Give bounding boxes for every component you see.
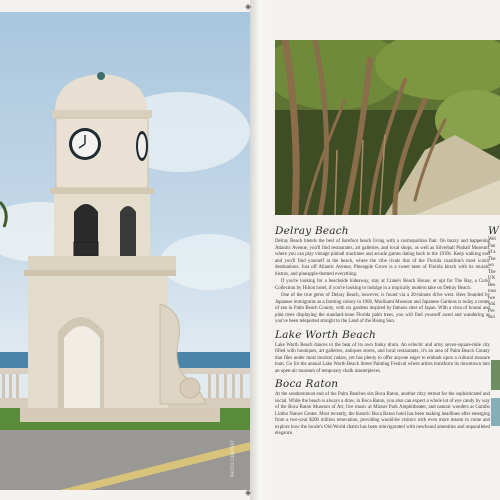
paragraph: At the southernmost end of the Palm Beaches sits Boca Raton, another ritzy retreat for the sophisticated and social. While the beach is always a draw, in Boca Raton, you also can expect a whole lot of eye candy by way of the Boca Raton Museum of Art, live music at Mizner Park Amphitheater, and natural wonders at Gumbo Limbo Nature Center. Most recently, the historic Boca Raton hotel has been making headlines after emerging from a two-year $200 million renovation, providing would-be visitors with even more reason to come and explore how the locale's Old-World charm has been reinvigorated with newfound amenities and unparalleled elegance. <box>275 392 490 436</box>
crop-mark-top: ◈ <box>245 2 252 11</box>
next-column-line: of a <box>488 250 496 255</box>
thumbnail-photo <box>491 360 500 390</box>
next-column-line: The <box>488 256 496 262</box>
section-heading: Boca Raton <box>275 378 339 390</box>
banyan-tree-illustration <box>275 40 500 215</box>
paragraph: If you're looking for a beachside hideaway, stay at Crane's Beach House, or opt for The Ray, a Curio Collection by Hilton hotel, if you're looking to indulge in a tropically modern take on Delray Beach. <box>275 279 490 291</box>
next-column-line: Wel <box>488 237 496 242</box>
paragraph: One of the true gems of Delray Beach, however, is found via a 20-minute drive west. Here founded by Japanese immigrants as a farming colony in 1906, Morikami Museum and Japanese Gardens is today a center of zen in Palm Beach County, with six gardens inspired by famous sites of Japan. With a vista of bonsai and pine trees displaying the standard-issue Florida palm trees, you will find yourself awed and wandering as you've been teleported straight to the Land of the Rising Sun. <box>275 293 490 324</box>
section-delray-beach <box>275 225 490 326</box>
next-column-line: sun <box>488 315 495 320</box>
paragraph: Delray Beach blends the best of barefoot beach living with a cosmopolitan flair. On buzzy and happening Atlantic Avenue, you'll find restaurants, art galleries, and local shops, as well as Silverball Pinball Museum, where you can play vintage pinball machines and arcade games dating back to the 1930s. Keep walking east and you'll find yourself at the beach, where the vibe rivals that of the Florida coastline's most iconic destinations. Just off Atlantic Avenue, Pineapple Grove is a sweet taste of Florida kitsch with its murals, bistros, and pineapple-themed everything. <box>275 239 490 277</box>
page-gutter <box>250 0 274 500</box>
section-lake-worth-beach <box>275 329 490 376</box>
next-column-line: UN <box>488 276 496 281</box>
banyan-tree-path-photo <box>275 40 500 215</box>
photo-credit: PHOTO COURTESY <box>230 440 235 477</box>
clock-tower-photo <box>0 12 250 490</box>
section-heading: Delray Beach <box>275 225 349 237</box>
section-heading: Lake Worth Beach <box>275 328 376 341</box>
next-column-line: mos <box>488 289 497 294</box>
crop-mark-bottom: ◈ <box>245 488 252 497</box>
next-column-line: Pan <box>488 243 496 249</box>
next-column-line: Bes <box>488 282 496 288</box>
thumbnail-photo <box>491 398 500 426</box>
next-column-line: Pre <box>488 308 495 314</box>
paragraph: Lake Worth Beach dances to the beat of its own funky drum. An eclectic and artsy seven-square-mile city filled with boutiques, art galleries, antiques stores, and local restaurants, it's an area of Palm Beach County that flies under most tourists' radars, yet has plenty to offer anyone eager to embark upon a cultural treasure hunt. Go for the annual Lake Worth Beach Street Painting Festival where artists transform its downtown into an open-air museum of temporary chalk masterpieces. <box>275 342 490 374</box>
clock-tower-illustration <box>0 12 250 490</box>
next-column-line: The <box>488 269 496 275</box>
next-column-heading: W <box>488 225 499 237</box>
section-boca-raton <box>275 378 490 438</box>
next-column-line: wo <box>488 263 494 268</box>
next-column-line: twe <box>488 295 496 301</box>
article-column <box>275 225 490 495</box>
next-column-line: whi <box>488 302 496 307</box>
